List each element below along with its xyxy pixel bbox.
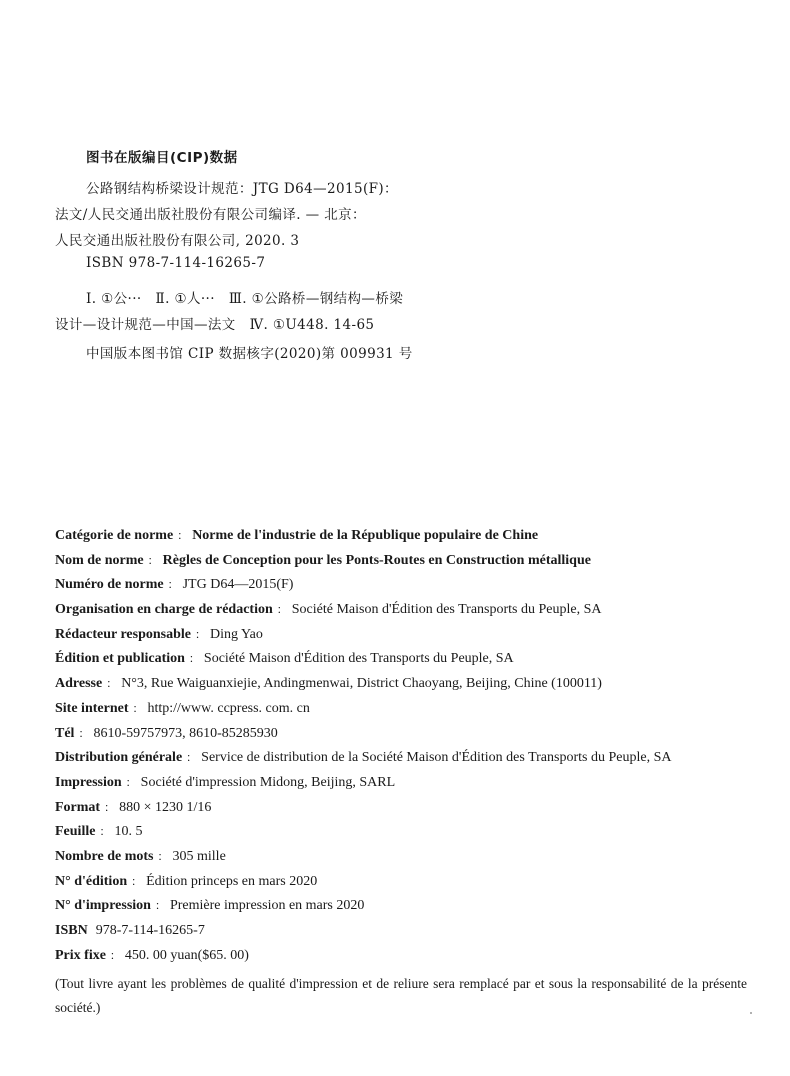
info-row <box>55 722 755 747</box>
info-label: Site internet <box>55 700 129 716</box>
info-label: Distribution générale <box>55 750 183 766</box>
info-value: Édition princeps en mars 2020 <box>146 873 318 889</box>
cip-line-classification-2: 设计—设计规范—中国—法文 Ⅳ. ①U448. 14-65 <box>55 317 375 333</box>
cip-line-publisher: 人民交通出版社股份有限公司, 2020. 3 <box>55 233 300 249</box>
info-label: Nom de norme <box>55 552 144 568</box>
cip-heading: 图书在版编目(CIP)数据 <box>86 150 238 166</box>
info-row <box>55 771 755 796</box>
info-label: Catégorie de norme <box>55 528 174 543</box>
info-value: Service de distribution de la Société Maison d'Édition des Transports du Peuple, SA <box>201 750 672 766</box>
info-row <box>55 573 755 598</box>
info-value: 305 mille <box>172 848 226 864</box>
info-separator: ： <box>109 948 121 962</box>
info-label: Feuille <box>55 824 96 840</box>
info-separator: ： <box>78 726 90 740</box>
info-row <box>55 796 755 821</box>
info-value: N°3, Rue Waiguanxiejie, Andingmenwai, District Chaoyang, Beijing, Chine (100011) <box>121 676 602 692</box>
info-row <box>55 919 755 944</box>
info-value: Société Maison d'Édition des Transports du Peuple, SA <box>203 651 514 667</box>
info-row <box>55 623 755 648</box>
info-separator: ： <box>147 553 159 567</box>
info-row <box>55 746 755 771</box>
info-label: Format <box>55 799 101 815</box>
info-value: 880 × 1230 1/16 <box>119 799 212 815</box>
info-separator: ： <box>167 578 179 592</box>
info-label: Impression <box>55 774 122 790</box>
info-label: ISBN <box>55 923 88 938</box>
info-separator: ： <box>106 677 118 691</box>
info-value: Norme de l'industrie de la République populaire de Chine <box>192 528 539 543</box>
info-value: 450. 00 yuan($65. 00) <box>124 947 249 963</box>
info-label: Édition et publication <box>55 651 185 667</box>
replacement-note: (Tout livre ayant les problèmes de qualité d'impression et de reliure sera remplacé par et sous la responsabilité de la présente société.) <box>55 976 747 1015</box>
info-separator: ： <box>177 529 189 542</box>
info-value: Ding Yao <box>209 626 263 642</box>
info-separator: ： <box>131 874 143 888</box>
info-row <box>55 549 755 574</box>
info-label: Organisation en charge de rédaction <box>55 602 273 618</box>
info-row <box>55 944 755 969</box>
info-separator: ： <box>132 701 144 715</box>
info-separator: ： <box>194 627 206 641</box>
info-row <box>55 820 755 845</box>
info-separator: ： <box>186 751 198 765</box>
info-separator: ： <box>125 775 137 789</box>
info-separator: ： <box>99 825 111 839</box>
info-label: Rédacteur responsable <box>55 626 191 642</box>
cip-line-isbn: ISBN 978-7-114-16265-7 <box>86 255 266 271</box>
info-separator: ： <box>104 800 116 814</box>
info-value: Première impression en mars 2020 <box>169 898 365 914</box>
cip-line-translator: 法文/人民交通出版社股份有限公司编译. — 北京： <box>55 207 366 223</box>
info-row <box>55 845 755 870</box>
info-row <box>55 697 755 722</box>
info-label: N° d'impression <box>55 898 151 914</box>
info-label: N° d'édition <box>55 873 128 889</box>
info-row <box>55 598 755 623</box>
info-label: Nombre de mots <box>55 848 154 864</box>
cip-line-title: 公路钢结构桥梁设计规范：JTG D64—2015(F)： <box>86 181 398 197</box>
info-label: Prix fixe <box>55 947 106 963</box>
info-value: Règles de Conception pour les Ponts-Routes en Construction métallique <box>162 552 591 568</box>
info-separator: ： <box>154 899 166 913</box>
info-label: Numéro de norme <box>55 577 164 593</box>
info-value: 978-7-114-16265-7 <box>95 923 205 938</box>
info-separator: ： <box>276 603 288 617</box>
info-label: Adresse <box>55 676 103 692</box>
cip-line-classification-1: Ⅰ. ①公··· Ⅱ. ①人··· Ⅲ. ①公路桥—钢结构—桥梁 <box>86 291 404 307</box>
info-value: JTG D64—2015(F) <box>182 577 294 593</box>
publication-info-list <box>55 524 755 968</box>
info-value: 10. 5 <box>114 824 143 840</box>
info-row <box>55 894 755 919</box>
info-label: Tél <box>55 725 75 741</box>
info-value: Société d'impression Midong, Beijing, SARL <box>140 774 396 790</box>
cip-line-record-number: 中国版本图书馆 CIP 数据核字(2020)第 009931 号 <box>86 346 413 362</box>
info-row <box>55 870 755 895</box>
info-value: http://www. ccpress. com. cn <box>147 700 310 716</box>
info-separator: ： <box>188 652 200 666</box>
page-mark <box>750 1012 752 1014</box>
info-value: 8610-59757973, 8610-85285930 <box>93 725 278 741</box>
info-row <box>55 647 755 672</box>
info-row <box>55 672 755 697</box>
info-separator: ： <box>157 849 169 863</box>
info-value: Société Maison d'Édition des Transports du Peuple, SA <box>291 602 602 618</box>
info-row <box>55 524 755 549</box>
